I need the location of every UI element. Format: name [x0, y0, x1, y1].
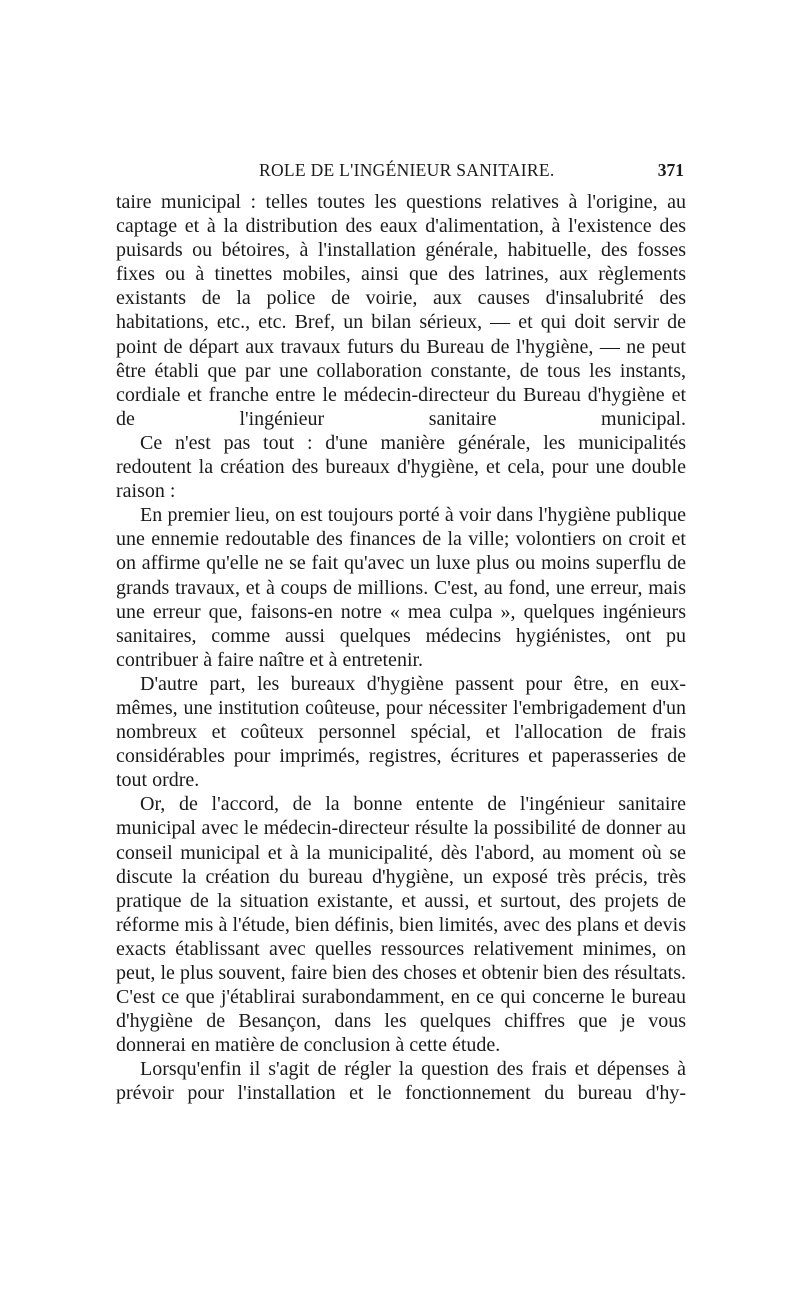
body-text — [116, 190, 686, 1106]
running-head — [116, 160, 684, 184]
paragraph-continued: taire municipal : telles toutes les questions relatives à l'origine, au captage et à la distribution des eaux d'alimentation, à l'existence des puisards ou bétoires, à l'installation générale, habituelle, des fosses fixes ou à tinettes mobiles, ainsi que des latrines, aux règlements existants de la police de voirie, aux causes d'insalubrité des habitations, etc., etc. Bref, un bilan sérieux, — et qui doit servir de point de départ aux travaux futurs du Bureau de l'hygiène, — ne peut être établi que par une collaboration constante, de tous les instants, cordiale et franche entre le médecin-directeur du Bureau d'hygiène et de l'ingénieur sanitaire municipal. — [116, 191, 686, 430]
paragraph: D'autre part, les bureaux d'hygiène passent pour être, en eux-mêmes, une institution coûteuse, pour nécessiter l'embrigadement d'un nombreux et coûteux personnel spécial, et l'allocation de frais considérables pour imprimés, registres, écritures et paperasseries de tout ordre. — [116, 672, 686, 792]
paragraph: Ce n'est pas tout : d'une manière générale, les municipalités redoutent la création des bureaux d'hygiène, et cela, pour une double raison : — [116, 431, 686, 503]
paragraph: Or, de l'accord, de la bonne entente de l'ingénieur sanitaire municipal avec le médecin-directeur résulte la possibilité de donner au conseil municipal et à la municipalité, dès l'abord, au moment où se discute la création du bureau d'hygiène, un exposé très précis, très pratique de la situation existante, et aussi, et surtout, des projets de réforme mis à l'étude, bien définis, bien limités, avec des plans et devis exacts établissant avec quelles ressources relativement minimes, on peut, le plus souvent, faire bien des choses et obtenir bien des résultats. C'est ce que j'établirai surabondamment, en ce qui concerne le bureau d'hygiène de Besançon, dans les quelques chiffres que je vous donnerai en matière de conclusion à cette étude. — [116, 793, 686, 1057]
paragraph: Lorsqu'enfin il s'agit de régler la question des frais et dépenses à prévoir pour l'installation et le fonctionnement du bureau d'hy- — [116, 1058, 686, 1105]
paragraph: En premier lieu, on est toujours porté à voir dans l'hygiène publique une ennemie redoutable des finances de la ville; volontiers on croit et on affirme qu'elle ne se fait qu'avec un luxe plus ou moins superflu de grands travaux, et à coups de millions. C'est, au fond, une erreur, mais une erreur que, faisons-en notre « mea culpa », quelques ingénieurs sanitaires, comme aussi quelques médecins hygiénistes, ont pu contribuer à faire naître et à entretenir. — [116, 504, 686, 671]
page-number: 371 — [657, 160, 684, 180]
running-title: ROLE DE L'INGÉNIEUR SANITAIRE. — [259, 160, 555, 180]
